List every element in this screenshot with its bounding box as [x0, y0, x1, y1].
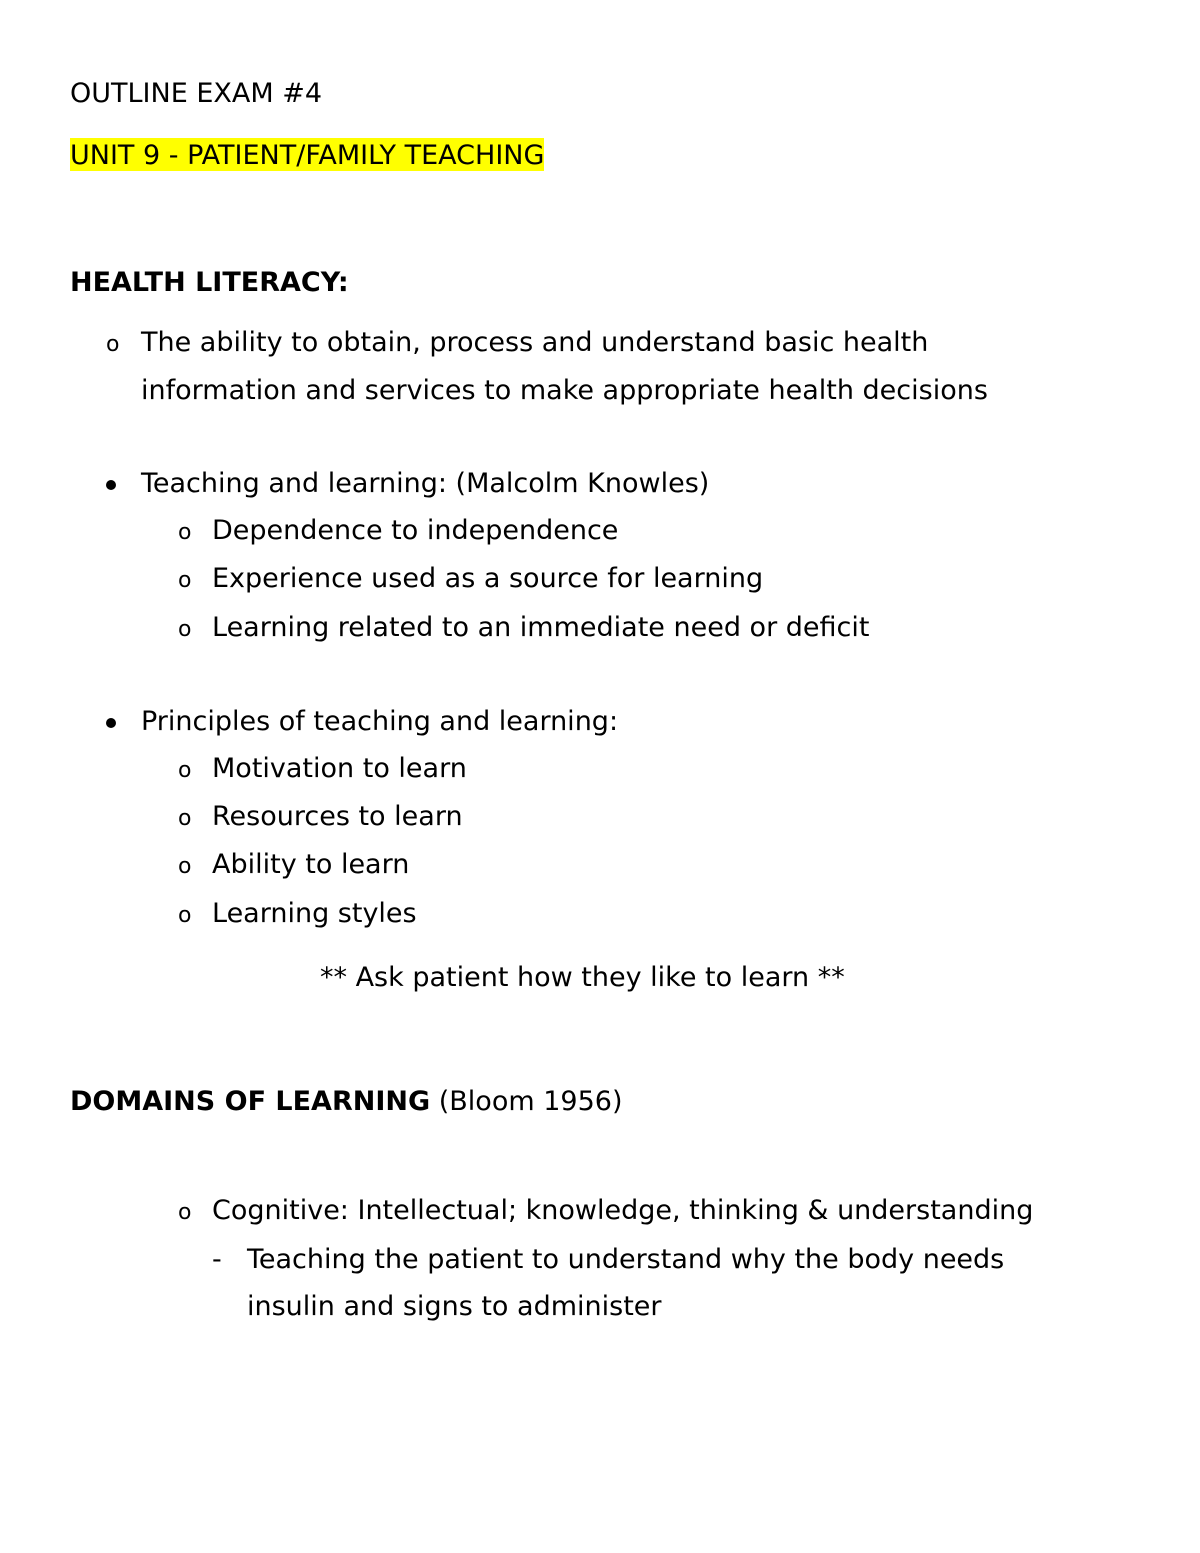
list-item: Learning related to an immediate need or deficit	[212, 612, 870, 643]
list-item: Resources to learn	[212, 801, 463, 832]
teaching-learning-label: Teaching and learning: (Malcolm Knowles)	[141, 468, 710, 499]
circle-bullet-icon: o	[178, 903, 192, 928]
domains-heading: DOMAINS OF LEARNING	[70, 1086, 431, 1117]
cognitive-example-line1: Teaching the patient to understand why the body needs	[247, 1244, 1005, 1275]
learning-note: ** Ask patient how they like to learn **	[320, 962, 845, 993]
document-title: OUTLINE EXAM #4	[70, 78, 323, 109]
circle-bullet-icon: o	[178, 1200, 192, 1225]
list-item: Ability to learn	[212, 849, 410, 880]
domains-heading-row	[70, 1084, 622, 1120]
cognitive-example-line2: insulin and signs to administer	[247, 1291, 662, 1322]
health-literacy-heading: HEALTH LITERACY:	[70, 267, 349, 298]
list-item: Motivation to learn	[212, 753, 467, 784]
circle-bullet-icon: o	[106, 332, 120, 357]
unit-heading-text: UNIT 9 - PATIENT/FAMILY TEACHING	[70, 140, 545, 171]
circle-bullet-icon: o	[178, 806, 192, 831]
health-literacy-definition-line2: information and services to make appropriate health decisions	[141, 375, 988, 406]
dot-bullet-icon	[106, 718, 116, 728]
cognitive-domain: Cognitive: Intellectual; knowledge, thinking & understanding	[212, 1195, 1034, 1226]
list-item: Learning styles	[212, 898, 417, 929]
circle-bullet-icon: o	[178, 617, 192, 642]
circle-bullet-icon: o	[178, 568, 192, 593]
list-item: Experience used as a source for learning	[212, 563, 764, 594]
circle-bullet-icon: o	[178, 520, 192, 545]
circle-bullet-icon: o	[178, 854, 192, 879]
dash-bullet-icon: -	[212, 1244, 222, 1275]
health-literacy-definition-line1: The ability to obtain, process and understand basic health	[141, 327, 929, 358]
list-item: Dependence to independence	[212, 515, 619, 546]
circle-bullet-icon: o	[178, 758, 192, 783]
unit-heading	[70, 138, 544, 174]
principles-label: Principles of teaching and learning:	[141, 706, 619, 737]
dot-bullet-icon	[106, 480, 116, 490]
domains-citation: (Bloom 1956)	[438, 1086, 623, 1117]
